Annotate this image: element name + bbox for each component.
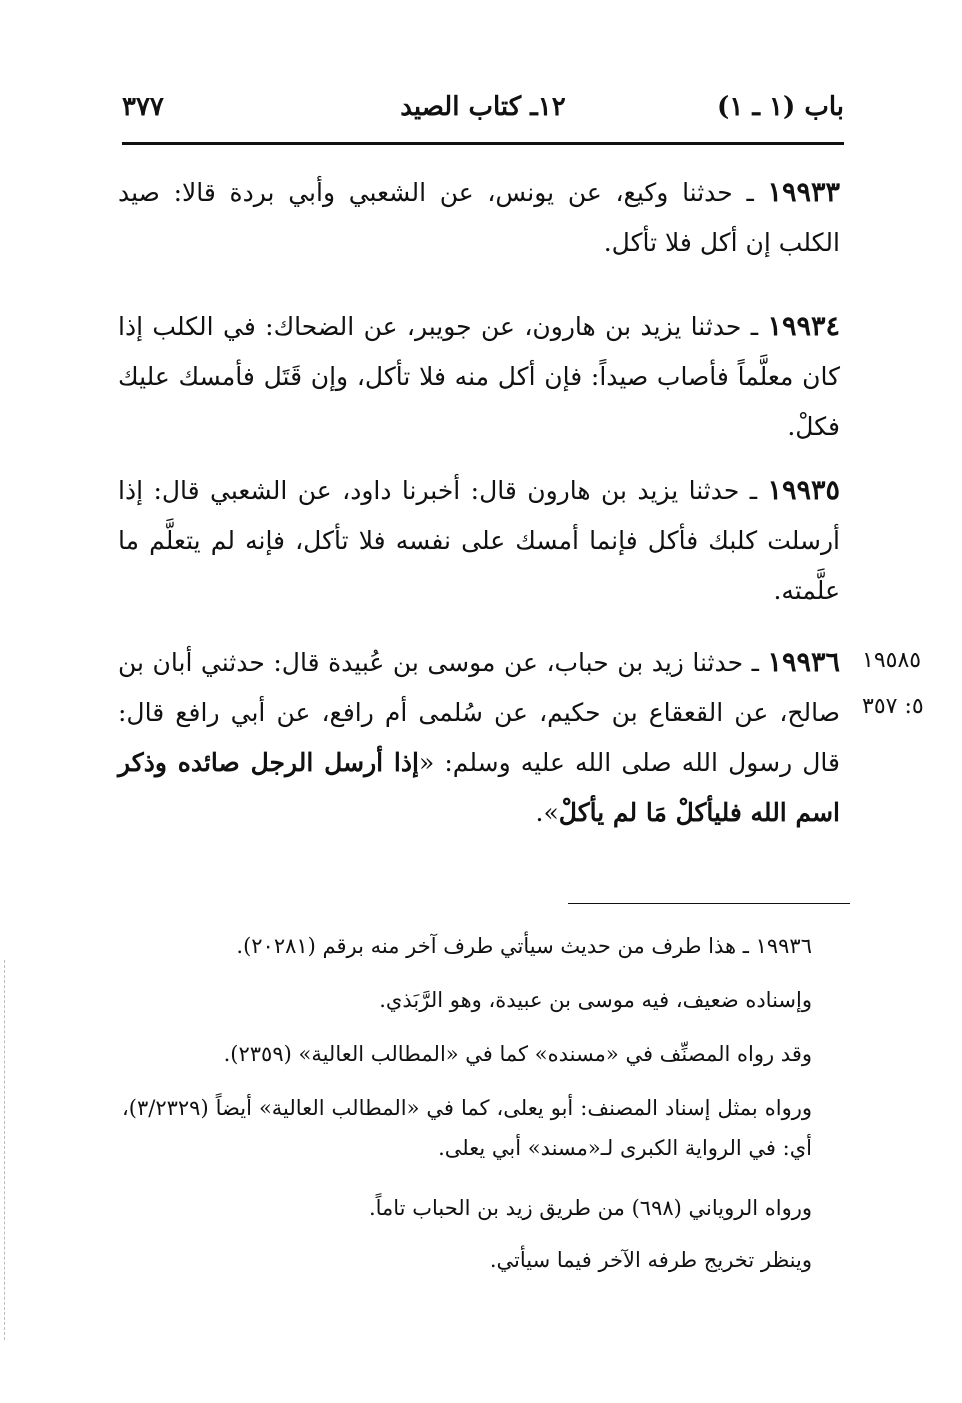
footnote-line: وينظر تخريج طرفه الآخر فيما سيأتي. bbox=[489, 1248, 812, 1272]
hadith-text: ـ حدثنا وكيع، عن يونس، عن الشعبي وأبي بردة قالا: صيد الكلب إن أكل فلا تأكل. bbox=[118, 178, 840, 257]
footnote-line: ورواه بمثل إسناد المصنف: أبو يعلى، كما في «المطالب العالية» أيضاً (٣/٢٣٢٩)، أي: في الرواية الكبرى لـ«مسند» أبي يعلى. bbox=[122, 1096, 812, 1160]
hadith-entry bbox=[118, 638, 840, 838]
book-title: ١٢ـ كتاب الصيد bbox=[400, 92, 566, 122]
hadith-number: ١٩٩٣٦ bbox=[767, 647, 840, 678]
footnote-line: وقد رواه المصنِّف في «مسنده» كما في «المطالب العالية» (٢٣٥٩). bbox=[223, 1042, 812, 1066]
chapter-label: باب (١ ـ ١) bbox=[717, 92, 844, 122]
hadith-number: ١٩٩٣٣ bbox=[767, 177, 840, 208]
footnote-line: وإسناده ضعيف، فيه موسى بن عبيدة، وهو الرَّبَذي. bbox=[379, 988, 812, 1012]
hadith-entry bbox=[118, 466, 840, 616]
footnote-separator bbox=[568, 903, 850, 904]
hadith-number: ١٩٩٣٤ bbox=[767, 311, 840, 342]
page-number: ٣٧٧ bbox=[122, 92, 164, 122]
margin-volume-reference: ٥: ٣٥٧ bbox=[862, 694, 924, 719]
hadith-text: ـ حدثنا زيد بن حباب، عن موسى بن عُبيدة قال: حدثني أبان بن صالح، عن القعقاع بن حكيم، عن سُلمى أم رافع، عن أبي رافع قال: قال رسول الله صلى الله عليه وسلم: « bbox=[118, 648, 840, 777]
hadith-text: ـ حدثنا يزيد بن هارون قال: أخبرنا داود، عن الشعبي قال: إذا أرسلت كلبك فأكل فإنما أمسك على نفسه فلا تأكل، فإنه لم يتعلَّم ما علَّمته. bbox=[118, 476, 840, 605]
hadith-number: ١٩٩٣٥ bbox=[767, 475, 840, 506]
hadith-entry bbox=[118, 168, 840, 268]
footnote-line: ورواه الروياني (٦٩٨) من طريق زيد بن الحباب تاماً. bbox=[368, 1196, 812, 1220]
hadith-text: ـ حدثنا يزيد بن هارون، عن جويبر، عن الضحاك: في الكلب إذا كان معلَّماً فأصاب صيداً: فإن أكل منه فلا تأكل، وإن قَتَل فأمسك عليك فكلْ. bbox=[118, 312, 840, 441]
margin-cross-reference: ١٩٥٨٥ bbox=[862, 648, 922, 673]
footnote-line: ١٩٩٣٦ ـ هذا طرف من حديث سيأتي طرف آخر منه برقم (٢٠٢٨١). bbox=[236, 934, 812, 958]
hadith-entry bbox=[118, 302, 840, 452]
scan-edge-mark bbox=[4, 960, 6, 1340]
hadith-quote: إذا أرسل الرجل صائده وذكر اسم الله فليأكلْ مَا لم يأكلْ bbox=[118, 748, 840, 827]
page-header bbox=[122, 84, 844, 145]
hadith-text-end: ». bbox=[535, 798, 559, 827]
